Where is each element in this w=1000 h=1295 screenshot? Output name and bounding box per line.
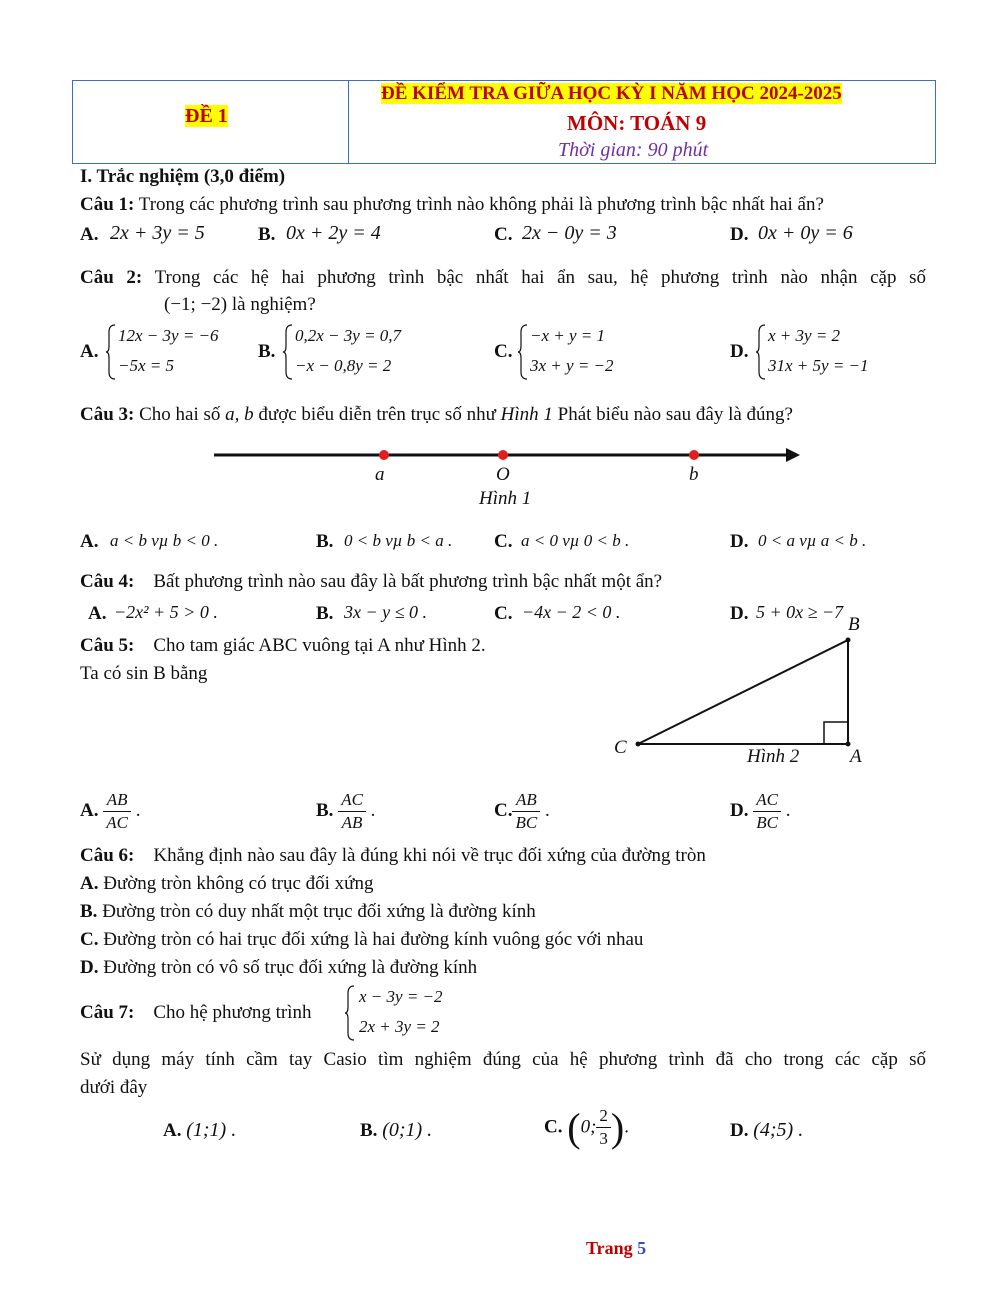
number-line	[210, 444, 802, 466]
vertex-a-label: A	[850, 746, 862, 767]
q2-option-c-key: C.	[494, 341, 513, 362]
section-title: I. Trắc nghiệm (3,0 điểm)	[80, 166, 286, 187]
q4-option-b-key: B.	[316, 603, 334, 624]
q2-option-a-key: A.	[80, 341, 99, 362]
q7-option-d: D. (4;5) .	[730, 1119, 804, 1141]
q7-option-c: C. (0; $\frac{2}{3}$ ).	[544, 1105, 629, 1150]
question-label: Câu 5:	[80, 635, 135, 656]
q3-option-a-key: A.	[80, 531, 99, 552]
point-a	[379, 450, 389, 460]
vertex-c-label: C	[614, 737, 627, 758]
q3-option-a: a < b vµ b < 0 .	[110, 531, 219, 550]
brace-icon	[106, 324, 116, 380]
page-footer: Trang 5	[586, 1238, 647, 1258]
question-text: Cho tam giác ABC vuông tại A như Hình 2.	[153, 635, 486, 656]
q1-option-a: 2x + 3y = 5	[110, 222, 205, 244]
system-line-2: 31x + 5y = −1	[768, 356, 869, 375]
q1-option-c: 2x − 0y = 3	[522, 222, 617, 244]
q5-option-b: B. $\frac{AC}{AB}$ .	[316, 790, 376, 832]
question-3: Câu 3: Cho hai số a, b được biểu diễn trên trục số như Hình 1 Phát biểu nào sau đây là đúng?	[80, 404, 793, 425]
q4-option-d: 5 + 0x ≥ −7	[756, 602, 844, 622]
system-line-1: −x + y = 1	[530, 326, 606, 345]
q5-text-line2: Ta có sin B bằng	[80, 663, 208, 684]
header-divider	[348, 81, 349, 163]
brace-icon	[518, 324, 528, 380]
system-line-2: −x − 0,8y = 2	[295, 356, 392, 375]
q2-option-d-key: D.	[730, 341, 749, 362]
q4-option-a-key: A.	[88, 603, 107, 624]
header-table	[72, 80, 936, 164]
q7-text-line3: dưới đây	[80, 1077, 148, 1098]
figure-1-caption: Hình 1	[479, 488, 532, 509]
question-4	[80, 571, 662, 593]
q7-text-line2: Sử dụng máy tính cầm tay Casio tìm nghiệm đúng của hệ phương trình đã cho trong các cặp số	[80, 1049, 926, 1070]
label-o: O	[496, 464, 510, 485]
q7-option-a: A. (1;1) .	[163, 1119, 237, 1141]
q6-option-b: B. Đường tròn có duy nhất một trục đối xứng là đường kính	[80, 901, 536, 922]
q1-option-d: 0x + 0y = 6	[758, 222, 853, 244]
point-b	[689, 450, 699, 460]
brace-icon	[283, 324, 293, 380]
exam-time: Thời gian: 90 phút	[558, 139, 709, 161]
question-6	[80, 845, 706, 867]
question-label: Câu 1:	[80, 194, 135, 215]
question-text: Trong các hệ hai phương trình bậc nhất hai ẩn sau, hệ phương trình nào nhận cặp số	[154, 267, 926, 288]
q7-option-b: B. (0;1) .	[360, 1119, 433, 1141]
question-label: Câu 2:	[80, 267, 143, 288]
q4-option-b: 3x − y ≤ 0 .	[344, 602, 428, 622]
question-label: Câu 3:	[80, 404, 135, 425]
q6-option-d: D. Đường tròn có vô số trục đối xứng là đường kính	[80, 957, 478, 978]
label-a: a	[375, 464, 385, 485]
question-text: Trong các phương trình sau phương trình nào không phải là phương trình bậc nhất hai ẩn?	[138, 194, 824, 215]
q1-option-b-key: B.	[258, 224, 276, 245]
question-text: Bất phương trình nào sau đây là bất phương trình bậc nhất một ẩn?	[153, 571, 663, 592]
exam-subject: MÔN: TOÁN 9	[567, 111, 707, 135]
question-text: Cho hệ phương trình	[153, 1002, 312, 1023]
q3-option-c-key: C.	[494, 531, 513, 552]
label-b: b	[689, 464, 699, 485]
question-2	[80, 267, 926, 289]
page-number: 5	[637, 1238, 647, 1258]
vertex-b-label: B	[848, 614, 860, 635]
question-label: Câu 6:	[80, 845, 135, 866]
q3-option-b: 0 < b vµ b < a .	[344, 531, 453, 550]
system-line-2: −5x = 5	[118, 356, 174, 375]
question-label: Câu 4:	[80, 571, 135, 592]
system-line-2: 3x + y = −2	[530, 356, 614, 375]
q3-option-d: 0 < a vµ a < b .	[758, 531, 867, 550]
system-line-2: 2x + 3y = 2	[359, 1017, 440, 1036]
system-line-1: 12x − 3y = −6	[118, 326, 219, 345]
q7-system	[345, 983, 465, 1043]
q1-option-c-key: C.	[494, 224, 513, 245]
q4-option-c-key: C.	[494, 603, 513, 624]
question-text: Khẳng định nào sau đây là đúng khi nói về trục đối xứng của đường tròn	[153, 845, 706, 866]
q1-option-a-key: A.	[80, 224, 99, 245]
brace-icon	[756, 324, 766, 380]
q2-option-b-key: B.	[258, 341, 276, 362]
q3-option-c: a < 0 vµ 0 < b .	[521, 531, 630, 550]
system-line-1: x − 3y = −2	[359, 987, 443, 1006]
question-label: Câu 7:	[80, 1002, 135, 1023]
question-1	[80, 194, 824, 216]
q4-option-d-key: D.	[730, 603, 749, 624]
q4-option-a: −2x² + 5 > 0 .	[114, 602, 218, 622]
q4-option-c: −4x − 2 < 0 .	[522, 602, 621, 622]
brace-icon	[345, 985, 355, 1041]
right-triangle	[630, 630, 860, 755]
system-line-1: 0,2x − 3y = 0,7	[295, 326, 402, 345]
q3-option-d-key: D.	[730, 531, 749, 552]
q5-option-a: A. $\frac{AB}{AC}$ .	[80, 790, 141, 832]
q6-option-a: A. Đường tròn không có trục đối xứng	[80, 873, 374, 894]
q6-option-c: C. Đường tròn có hai trục đối xứng là hai đường kính vuông góc với nhau	[80, 929, 644, 950]
exam-title: ĐỀ KIỂM TRA GIỮA HỌC KỲ I NĂM HỌC 2024-2025	[381, 83, 842, 104]
question-5	[80, 635, 486, 657]
exam-code: ĐỀ 1	[185, 105, 228, 127]
q1-option-b: 0x + 2y = 4	[286, 222, 381, 244]
q3-option-b-key: B.	[316, 531, 334, 552]
q5-option-c: C. $\frac{AB}{BC}$ .	[494, 790, 550, 832]
q2-text-line2: (−1; −2) là nghiệm?	[164, 294, 316, 315]
system-line-1: x + 3y = 2	[768, 326, 841, 345]
q1-option-d-key: D.	[730, 224, 749, 245]
point-o	[498, 450, 508, 460]
question-7	[80, 1002, 311, 1024]
figure-2-caption: Hình 2	[747, 746, 800, 767]
q5-option-d: D. $\frac{AC}{BC}$ .	[730, 790, 791, 832]
